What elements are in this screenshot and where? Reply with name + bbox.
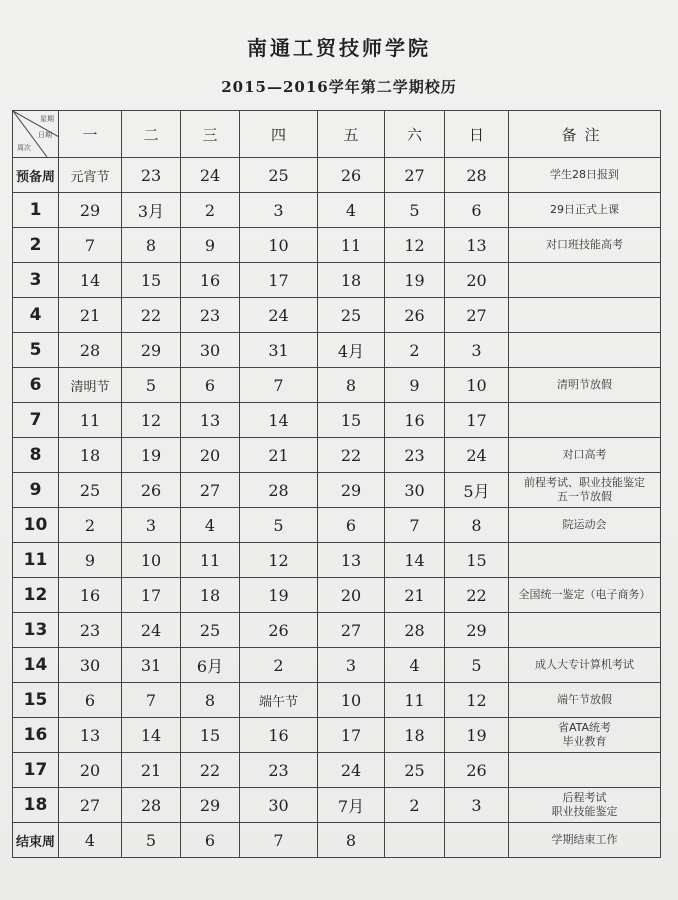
date-cell: 26 bbox=[318, 158, 385, 193]
date-cell: 8 bbox=[318, 823, 385, 858]
corner-weekday-label: 星期 bbox=[40, 115, 54, 123]
date-cell: 16 bbox=[240, 718, 318, 753]
date-cell: 13 bbox=[181, 403, 240, 438]
date-cell: 8 bbox=[445, 508, 509, 543]
date-cell: 10 bbox=[445, 368, 509, 403]
date-cell: 25 bbox=[59, 473, 122, 508]
date-cell: 3 bbox=[445, 788, 509, 823]
date-cell: 15 bbox=[318, 403, 385, 438]
date-cell: 22 bbox=[318, 438, 385, 473]
note-cell: 全国统一鉴定（电子商务） bbox=[509, 578, 661, 613]
date-cell: 28 bbox=[240, 473, 318, 508]
date-cell: 2 bbox=[240, 648, 318, 683]
corner-date-label: 日期 bbox=[38, 131, 52, 139]
date-cell: 30 bbox=[181, 333, 240, 368]
week-number-cell: 14 bbox=[13, 648, 59, 683]
date-cell: 19 bbox=[240, 578, 318, 613]
date-cell: 14 bbox=[385, 543, 445, 578]
week-number-cell: 10 bbox=[13, 508, 59, 543]
table-row bbox=[13, 263, 661, 298]
date-cell: 11 bbox=[59, 403, 122, 438]
note-cell: 学生28日报到 bbox=[509, 158, 661, 193]
date-cell: 28 bbox=[445, 158, 509, 193]
header-corner-cell bbox=[13, 111, 59, 158]
note-cell: 端午节放假 bbox=[509, 683, 661, 718]
date-cell: 7 bbox=[385, 508, 445, 543]
date-cell: 6 bbox=[445, 193, 509, 228]
week-number-cell: 9 bbox=[13, 473, 59, 508]
date-cell: 17 bbox=[318, 718, 385, 753]
date-cell: 14 bbox=[122, 718, 181, 753]
date-cell bbox=[445, 823, 509, 858]
date-cell: 23 bbox=[240, 753, 318, 788]
week-number-cell: 1 bbox=[13, 193, 59, 228]
date-cell: 18 bbox=[318, 263, 385, 298]
date-cell: 5 bbox=[385, 193, 445, 228]
table-row bbox=[13, 438, 661, 473]
date-cell: 11 bbox=[385, 683, 445, 718]
date-cell: 9 bbox=[181, 228, 240, 263]
date-cell: 7 bbox=[122, 683, 181, 718]
date-cell: 29 bbox=[445, 613, 509, 648]
date-cell: 8 bbox=[122, 228, 181, 263]
date-cell: 2 bbox=[59, 508, 122, 543]
header-day-thu: 四 bbox=[240, 111, 318, 158]
note-cell: 学期结束工作 bbox=[509, 823, 661, 858]
date-cell: 元宵节 bbox=[59, 158, 122, 193]
date-cell: 30 bbox=[59, 648, 122, 683]
header-day-sun: 日 bbox=[445, 111, 509, 158]
date-cell: 11 bbox=[181, 543, 240, 578]
table-row bbox=[13, 298, 661, 333]
date-cell: 27 bbox=[385, 158, 445, 193]
week-number-cell: 4 bbox=[13, 298, 59, 333]
week-number-cell: 15 bbox=[13, 683, 59, 718]
date-cell: 9 bbox=[59, 543, 122, 578]
week-number-cell: 5 bbox=[13, 333, 59, 368]
table-row bbox=[13, 683, 661, 718]
date-cell: 28 bbox=[122, 788, 181, 823]
table-row bbox=[13, 473, 661, 508]
week-number-cell: 16 bbox=[13, 718, 59, 753]
table-row bbox=[13, 718, 661, 753]
note-cell: 省ATA统考 毕业教育 bbox=[509, 718, 661, 753]
date-cell: 16 bbox=[59, 578, 122, 613]
note-cell bbox=[509, 403, 661, 438]
date-cell: 3 bbox=[122, 508, 181, 543]
date-cell: 20 bbox=[181, 438, 240, 473]
date-cell: 27 bbox=[445, 298, 509, 333]
date-cell: 24 bbox=[240, 298, 318, 333]
date-cell: 14 bbox=[59, 263, 122, 298]
date-cell: 30 bbox=[385, 473, 445, 508]
table-row bbox=[13, 333, 661, 368]
week-number-cell: 6 bbox=[13, 368, 59, 403]
date-cell: 16 bbox=[181, 263, 240, 298]
date-cell: 7月 bbox=[318, 788, 385, 823]
date-cell: 23 bbox=[181, 298, 240, 333]
date-cell: 26 bbox=[122, 473, 181, 508]
date-cell: 27 bbox=[318, 613, 385, 648]
week-number-cell: 18 bbox=[13, 788, 59, 823]
note-cell: 院运动会 bbox=[509, 508, 661, 543]
header-day-sat: 六 bbox=[385, 111, 445, 158]
table-row bbox=[13, 753, 661, 788]
date-cell: 18 bbox=[59, 438, 122, 473]
week-number-cell: 12 bbox=[13, 578, 59, 613]
date-cell: 12 bbox=[385, 228, 445, 263]
table-row bbox=[13, 543, 661, 578]
table-row bbox=[13, 613, 661, 648]
date-cell: 6 bbox=[181, 823, 240, 858]
header-note: 备注 bbox=[509, 111, 661, 158]
date-cell: 17 bbox=[445, 403, 509, 438]
table-row bbox=[13, 823, 661, 858]
date-cell: 23 bbox=[122, 158, 181, 193]
date-cell: 3 bbox=[240, 193, 318, 228]
date-cell: 24 bbox=[122, 613, 181, 648]
date-cell: 7 bbox=[240, 368, 318, 403]
week-number-cell: 2 bbox=[13, 228, 59, 263]
date-cell: 5月 bbox=[445, 473, 509, 508]
header-day-wed: 三 bbox=[181, 111, 240, 158]
date-cell: 17 bbox=[240, 263, 318, 298]
note-cell: 清明节放假 bbox=[509, 368, 661, 403]
table-row bbox=[13, 788, 661, 823]
calendar-body bbox=[13, 158, 661, 858]
table-row bbox=[13, 158, 661, 193]
date-cell: 2 bbox=[181, 193, 240, 228]
date-cell: 19 bbox=[445, 718, 509, 753]
week-number-cell: 13 bbox=[13, 613, 59, 648]
date-cell: 5 bbox=[445, 648, 509, 683]
note-cell bbox=[509, 543, 661, 578]
date-cell: 29 bbox=[59, 193, 122, 228]
header-row bbox=[13, 111, 661, 158]
date-cell: 24 bbox=[318, 753, 385, 788]
calendar-title: 2015—2016学年第二学期校历 bbox=[221, 78, 457, 96]
note-cell bbox=[509, 263, 661, 298]
date-cell: 2 bbox=[385, 788, 445, 823]
date-cell: 12 bbox=[445, 683, 509, 718]
date-cell: 6 bbox=[59, 683, 122, 718]
date-cell: 21 bbox=[59, 298, 122, 333]
date-cell: 15 bbox=[122, 263, 181, 298]
note-cell bbox=[509, 333, 661, 368]
date-cell: 3 bbox=[318, 648, 385, 683]
header-day-mon: 一 bbox=[59, 111, 122, 158]
date-cell: 12 bbox=[240, 543, 318, 578]
date-cell: 6月 bbox=[181, 648, 240, 683]
date-cell: 2 bbox=[385, 333, 445, 368]
table-row bbox=[13, 193, 661, 228]
date-cell: 19 bbox=[385, 263, 445, 298]
date-cell: 30 bbox=[240, 788, 318, 823]
date-cell: 5 bbox=[240, 508, 318, 543]
date-cell: 25 bbox=[385, 753, 445, 788]
date-cell: 10 bbox=[122, 543, 181, 578]
date-cell: 16 bbox=[385, 403, 445, 438]
note-cell bbox=[509, 753, 661, 788]
date-cell: 清明节 bbox=[59, 368, 122, 403]
date-cell: 19 bbox=[122, 438, 181, 473]
date-cell: 20 bbox=[445, 263, 509, 298]
week-number-cell: 结束周 bbox=[13, 823, 59, 858]
date-cell: 13 bbox=[318, 543, 385, 578]
date-cell bbox=[385, 823, 445, 858]
week-number-cell: 预备周 bbox=[13, 158, 59, 193]
date-cell: 17 bbox=[122, 578, 181, 613]
date-cell: 15 bbox=[181, 718, 240, 753]
date-cell: 端午节 bbox=[240, 683, 318, 718]
note-cell: 成人大专计算机考试 bbox=[509, 648, 661, 683]
date-cell: 12 bbox=[122, 403, 181, 438]
date-cell: 4月 bbox=[318, 333, 385, 368]
school-name: 南通工贸技师学院 bbox=[247, 36, 431, 60]
date-cell: 25 bbox=[318, 298, 385, 333]
note-cell bbox=[509, 613, 661, 648]
date-cell: 21 bbox=[385, 578, 445, 613]
date-cell: 10 bbox=[318, 683, 385, 718]
date-cell: 24 bbox=[445, 438, 509, 473]
date-cell: 25 bbox=[181, 613, 240, 648]
date-cell: 5 bbox=[122, 823, 181, 858]
table-row bbox=[13, 228, 661, 263]
school-calendar-table bbox=[12, 110, 661, 858]
date-cell: 31 bbox=[240, 333, 318, 368]
date-cell: 14 bbox=[240, 403, 318, 438]
date-cell: 21 bbox=[240, 438, 318, 473]
date-cell: 23 bbox=[59, 613, 122, 648]
date-cell: 20 bbox=[318, 578, 385, 613]
date-cell: 6 bbox=[318, 508, 385, 543]
note-cell: 对口班技能高考 bbox=[509, 228, 661, 263]
date-cell: 5 bbox=[122, 368, 181, 403]
note-cell bbox=[509, 298, 661, 333]
table-row bbox=[13, 368, 661, 403]
date-cell: 25 bbox=[240, 158, 318, 193]
week-number-cell: 17 bbox=[13, 753, 59, 788]
week-number-cell: 3 bbox=[13, 263, 59, 298]
date-cell: 4 bbox=[385, 648, 445, 683]
date-cell: 29 bbox=[318, 473, 385, 508]
date-cell: 23 bbox=[385, 438, 445, 473]
date-cell: 8 bbox=[318, 368, 385, 403]
date-cell: 26 bbox=[240, 613, 318, 648]
date-cell: 4 bbox=[59, 823, 122, 858]
date-cell: 22 bbox=[181, 753, 240, 788]
date-cell: 7 bbox=[240, 823, 318, 858]
header-day-fri: 五 bbox=[318, 111, 385, 158]
date-cell: 18 bbox=[181, 578, 240, 613]
note-cell: 对口高考 bbox=[509, 438, 661, 473]
week-number-cell: 8 bbox=[13, 438, 59, 473]
note-cell: 前程考试、职业技能鉴定 五一节放假 bbox=[509, 473, 661, 508]
note-cell: 后程考试 职业技能鉴定 bbox=[509, 788, 661, 823]
table-row bbox=[13, 578, 661, 613]
date-cell: 21 bbox=[122, 753, 181, 788]
date-cell: 29 bbox=[122, 333, 181, 368]
week-number-cell: 7 bbox=[13, 403, 59, 438]
date-cell: 13 bbox=[59, 718, 122, 753]
table-row bbox=[13, 648, 661, 683]
date-cell: 6 bbox=[181, 368, 240, 403]
date-cell: 8 bbox=[181, 683, 240, 718]
date-cell: 20 bbox=[59, 753, 122, 788]
corner-week-label: 周次 bbox=[17, 144, 31, 152]
date-cell: 31 bbox=[122, 648, 181, 683]
date-cell: 26 bbox=[385, 298, 445, 333]
date-cell: 15 bbox=[445, 543, 509, 578]
week-number-cell: 11 bbox=[13, 543, 59, 578]
date-cell: 27 bbox=[181, 473, 240, 508]
date-cell: 10 bbox=[240, 228, 318, 263]
date-cell: 22 bbox=[122, 298, 181, 333]
date-cell: 3 bbox=[445, 333, 509, 368]
date-cell: 28 bbox=[59, 333, 122, 368]
date-cell: 9 bbox=[385, 368, 445, 403]
date-cell: 27 bbox=[59, 788, 122, 823]
date-cell: 4 bbox=[181, 508, 240, 543]
header-day-tue: 二 bbox=[122, 111, 181, 158]
date-cell: 29 bbox=[181, 788, 240, 823]
table-row bbox=[13, 508, 661, 543]
note-cell: 29日正式上课 bbox=[509, 193, 661, 228]
date-cell: 4 bbox=[318, 193, 385, 228]
date-cell: 18 bbox=[385, 718, 445, 753]
date-cell: 22 bbox=[445, 578, 509, 613]
date-cell: 3月 bbox=[122, 193, 181, 228]
date-cell: 13 bbox=[445, 228, 509, 263]
table-row bbox=[13, 403, 661, 438]
date-cell: 26 bbox=[445, 753, 509, 788]
date-cell: 7 bbox=[59, 228, 122, 263]
date-cell: 24 bbox=[181, 158, 240, 193]
date-cell: 28 bbox=[385, 613, 445, 648]
date-cell: 11 bbox=[318, 228, 385, 263]
